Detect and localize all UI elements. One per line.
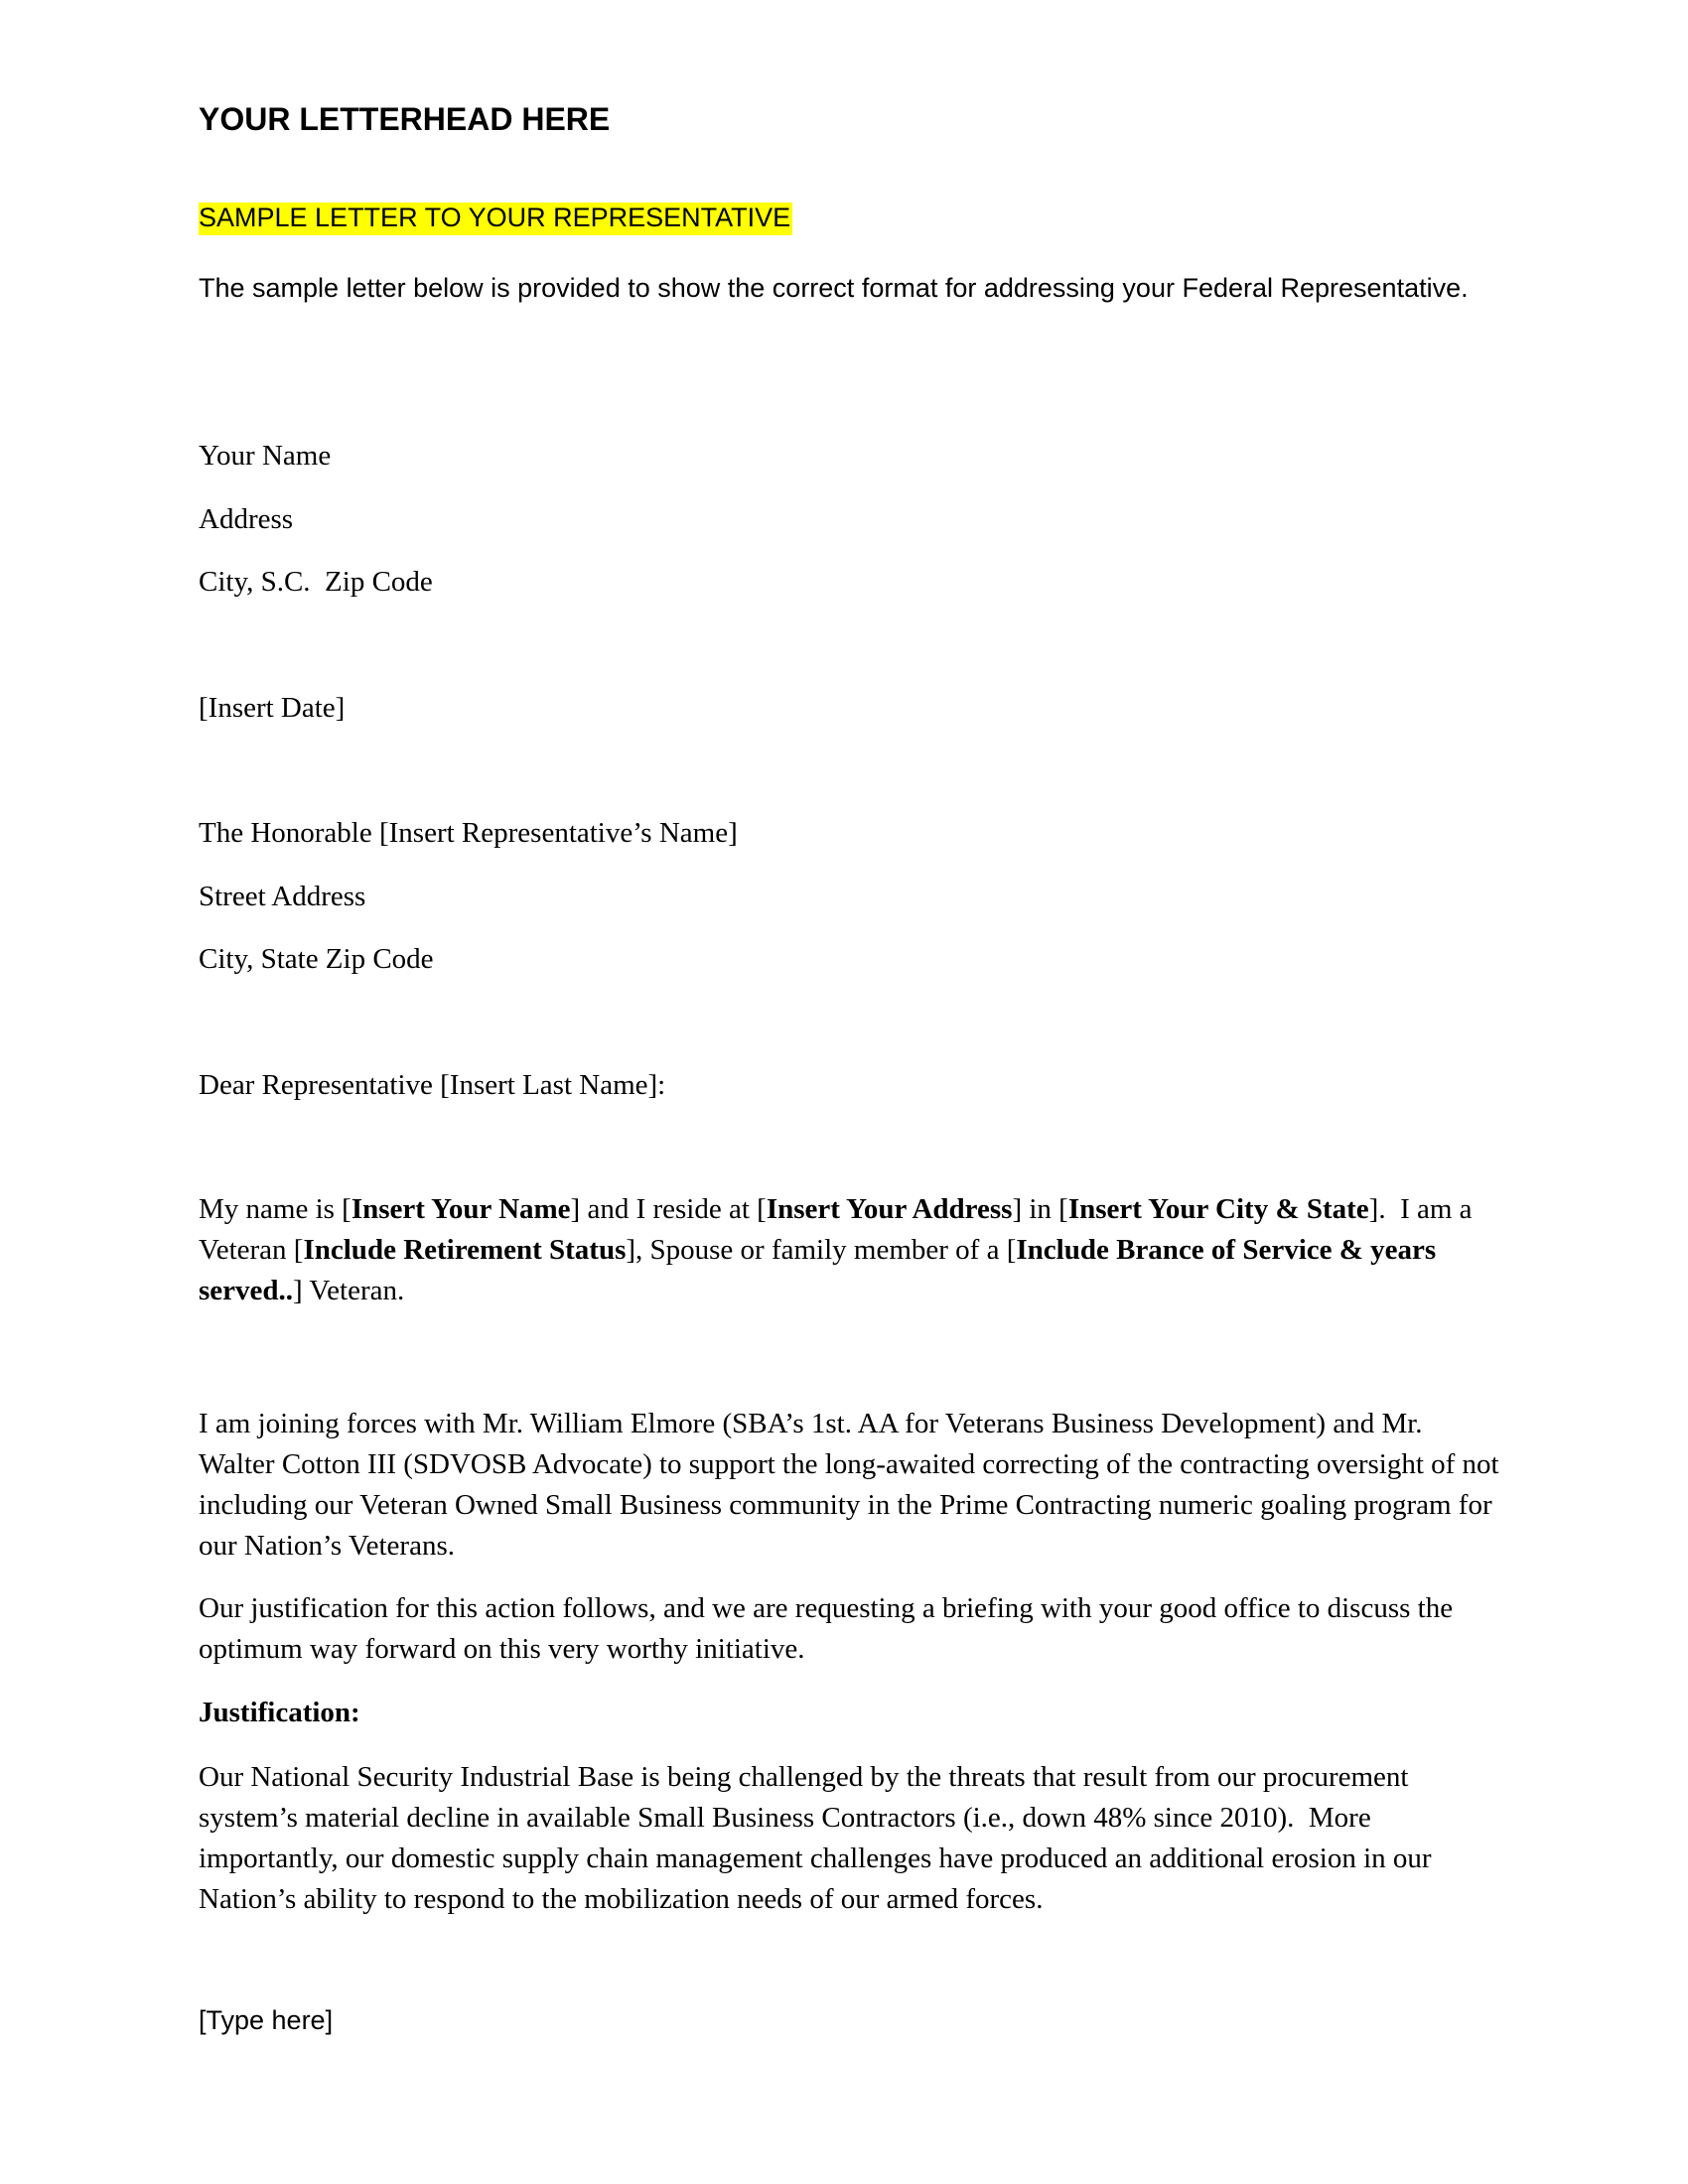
p1-text: ] Veteran. — [293, 1275, 405, 1306]
sender-city-zip: City, S.C. Zip Code — [199, 566, 433, 598]
salutation: Dear Representative [Insert Last Name]: — [199, 1069, 666, 1101]
recipient-name: The Honorable [Insert Representative’s Name] — [199, 817, 738, 849]
p1-text: ] in [ — [1012, 1193, 1068, 1225]
intro-text: The sample letter below is provided to show the correct format for addressing your Federal Representative. — [199, 273, 1469, 303]
p1-bold-city-state: Insert Your City & State — [1067, 1193, 1369, 1225]
p1-text: My name is [ — [199, 1193, 352, 1225]
justification-request-paragraph: Our justification for this action follows, and we are requesting a briefing with your good office to discuss the optimum way forward on this very worthy initiative. — [199, 1592, 1454, 1665]
p1-bold-name: Insert Your Name — [351, 1193, 571, 1225]
p1-bold-retirement-status: Include Retirement Status — [303, 1234, 627, 1266]
footer-placeholder[interactable]: [Type here] — [199, 2005, 334, 2035]
sample-letter-title: SAMPLE LETTER TO YOUR REPRESENTATIVE — [199, 203, 792, 235]
joining-forces-paragraph: I am joining forces with Mr. William Elmore (SBA’s 1st. AA for Veterans Business Development) and Mr. Walter Cotton III (SDVOSB Advocate) to support the long-awaited correcting of the contracting oversight of not including our Veteran Owned Small Business community in the Prime Contracting numeric goaling program for our Nation’s Veterans. — [199, 1408, 1499, 1562]
recipient-city-zip: City, State Zip Code — [199, 943, 434, 975]
justification-heading: Justification: — [199, 1697, 360, 1728]
introduction-paragraph — [199, 1189, 1499, 1311]
p1-bold-address: Insert Your Address — [766, 1193, 1013, 1225]
sender-address: Address — [199, 503, 294, 535]
p1-text: ], Spouse or family member of a [ — [626, 1234, 1017, 1266]
recipient-street: Street Address — [199, 881, 366, 912]
sender-name: Your Name — [199, 440, 332, 472]
letter-date: [Insert Date] — [199, 692, 346, 724]
p1-text: ] and I reside at [ — [570, 1193, 767, 1225]
letterhead-placeholder: YOUR LETTERHEAD HERE — [199, 101, 611, 137]
p1-bold-branch-service: Include Brance of Service & years served.. — [199, 1234, 1437, 1306]
p1-text: ]. I am a Veteran [ — [199, 1193, 1479, 1266]
justification-paragraph: Our National Security Industrial Base is being challenged by the threats that result from our procurement system’s material decline in available Small Business Contractors (i.e., down 48% since 2010). More importantly, our domestic supply chain management challenges have produced an additional erosion in our Nation’s ability to respond to the mobilization needs of our armed forces. — [199, 1761, 1439, 1915]
